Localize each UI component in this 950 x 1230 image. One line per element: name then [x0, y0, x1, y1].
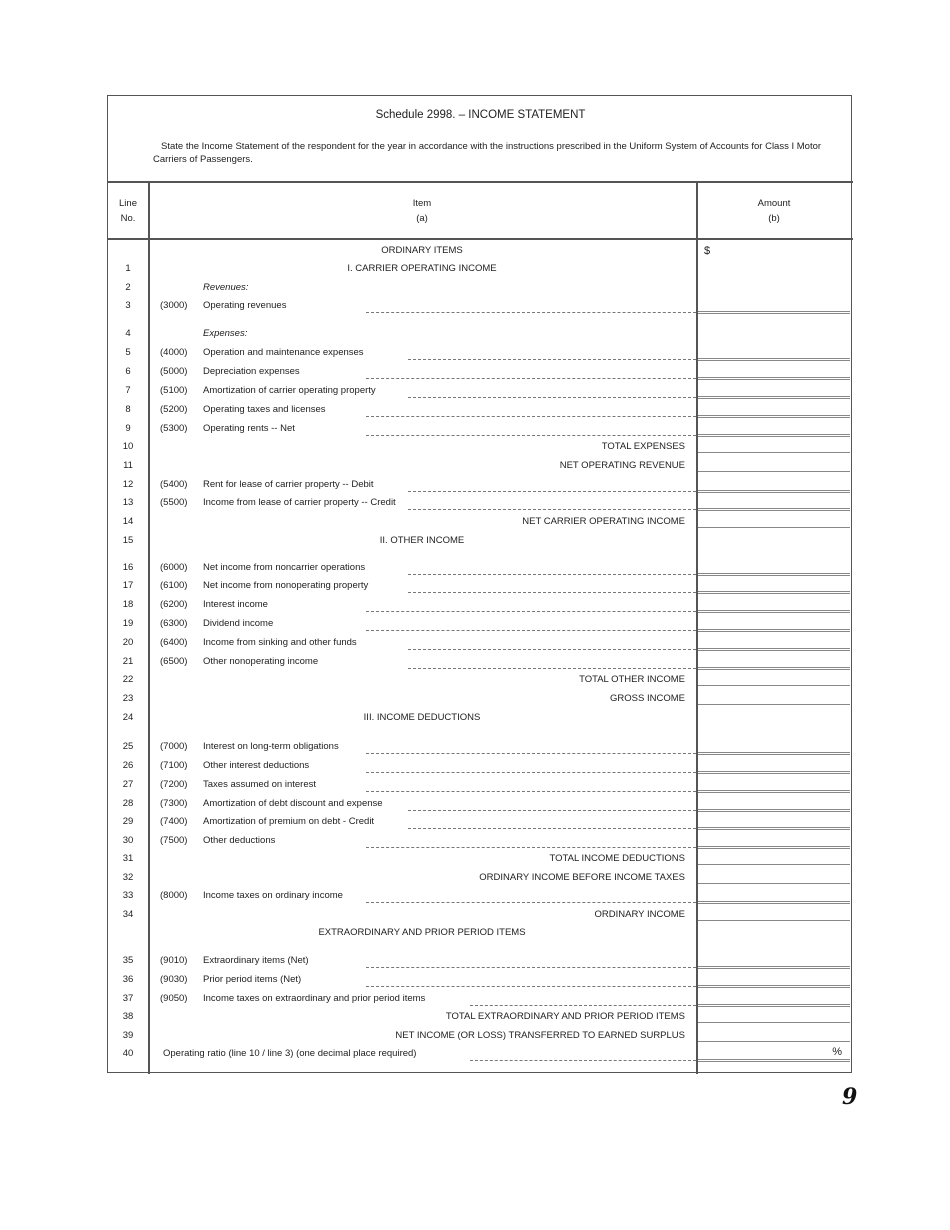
leader-dots	[366, 312, 696, 313]
line-number: 32	[122, 872, 134, 883]
item-label: Income taxes on extraordinary and prior period items	[203, 993, 426, 1004]
item-label: Amortization of carrier operating property	[203, 385, 376, 396]
account-code: (5100)	[160, 385, 188, 396]
statement-row-16	[108, 559, 853, 577]
leader-dots	[408, 491, 696, 492]
statement-row-22	[108, 671, 853, 689]
line-number: 2	[125, 282, 131, 293]
currency-symbol: $	[704, 245, 711, 257]
amount-col-label: (b)	[768, 213, 780, 224]
item-label: Interest on long-term obligations	[203, 741, 339, 752]
statement-row-26	[108, 757, 853, 775]
amount-field-line-21[interactable]	[698, 667, 850, 670]
account-code: (5500)	[160, 497, 188, 508]
item-label: Operating revenues	[203, 300, 287, 311]
amount-field-line-22[interactable]	[698, 685, 850, 686]
statement-row-36	[108, 971, 853, 989]
leader-dots	[366, 435, 696, 436]
account-code: (7500)	[160, 835, 188, 846]
line-number: 40	[122, 1048, 134, 1059]
statement-row-10	[108, 438, 853, 456]
statement-row-1	[108, 260, 853, 278]
total-label: ORDINARY INCOME	[594, 909, 685, 920]
line-number: 35	[122, 955, 134, 966]
item-label: Depreciation expenses	[203, 366, 300, 377]
line-number: 4	[125, 328, 131, 339]
amount-field-line-30[interactable]	[698, 846, 850, 849]
total-label: TOTAL INCOME DEDUCTIONS	[549, 853, 685, 864]
amount-field-line-26[interactable]	[698, 771, 850, 774]
statement-row-8	[108, 401, 853, 419]
item-label: Expenses:	[203, 328, 248, 339]
statement-row-9	[108, 420, 853, 438]
item-header	[148, 196, 696, 226]
statement-row-4	[108, 325, 853, 343]
leader-dots	[366, 791, 696, 792]
account-code: (7000)	[160, 741, 188, 752]
line-number: 33	[122, 890, 134, 901]
amount-field-line-20[interactable]	[698, 648, 850, 651]
ordinary-items-heading: ORDINARY ITEMS	[381, 245, 463, 256]
line-number: 26	[122, 760, 134, 771]
statement-row-3	[108, 297, 853, 315]
statement-row-33	[108, 887, 853, 905]
account-code: (6200)	[160, 599, 188, 610]
amount-field-line-14[interactable]	[698, 527, 850, 528]
total-label: NET OPERATING REVENUE	[559, 460, 685, 471]
header-top-rule	[108, 181, 853, 183]
leader-dots	[366, 378, 696, 379]
item-label: Extraordinary items (Net)	[203, 955, 309, 966]
total-label: TOTAL EXTRAORDINARY AND PRIOR PERIOD ITEMS	[445, 1011, 685, 1022]
statement-row-19	[108, 615, 853, 633]
amount-header	[698, 196, 850, 226]
statement-row-35	[108, 952, 853, 970]
amount-field-line-39[interactable]	[698, 1041, 850, 1042]
item-label: Income from sinking and other funds	[203, 637, 357, 648]
statement-row-17	[108, 577, 853, 595]
account-code: (7100)	[160, 760, 188, 771]
item-label: Revenues:	[203, 282, 249, 293]
total-label: NET CARRIER OPERATING INCOME	[522, 516, 685, 527]
instructions-text: State the Income Statement of the respondent for the year in accordance with the instructions prescribed in the Uniform System of Accounts for Class I Motor Carriers of Passengers.	[153, 141, 822, 165]
item-label: Taxes assumed on interest	[203, 779, 317, 790]
item-label: Net income from noncarrier operations	[203, 562, 366, 573]
line-number: 36	[122, 974, 134, 985]
amount-field-line-28[interactable]	[698, 809, 850, 812]
leader-dots	[470, 1005, 696, 1006]
line-number: 30	[122, 835, 134, 846]
leader-dots	[366, 611, 696, 612]
leader-dots	[408, 592, 696, 593]
line-number: 21	[122, 656, 134, 667]
total-label: TOTAL EXPENSES	[601, 441, 685, 452]
amount-field-line-27[interactable]	[698, 790, 850, 793]
amount-field-line-11[interactable]	[698, 471, 850, 472]
amount-field-line-6[interactable]	[698, 377, 850, 380]
leader-dots	[408, 397, 696, 398]
statement-row-23	[108, 690, 853, 708]
statement-row-27	[108, 776, 853, 794]
line-number: 15	[122, 535, 134, 546]
amount-field-line-35[interactable]	[698, 966, 850, 969]
section-heading: III. INCOME DEDUCTIONS	[363, 712, 481, 723]
account-code: (6400)	[160, 637, 188, 648]
income-statement-form	[107, 95, 852, 1073]
amount-field-line-12[interactable]	[698, 490, 850, 493]
amount-field-line-23[interactable]	[698, 704, 850, 705]
account-code: (6000)	[160, 562, 188, 573]
leader-dots	[408, 359, 696, 360]
amount-field-line-25[interactable]	[698, 752, 850, 755]
item-label: Prior period items (Net)	[203, 974, 302, 985]
amount-field-line-5[interactable]	[698, 358, 850, 361]
statement-row-2	[108, 279, 853, 297]
line-number: 13	[122, 497, 134, 508]
percent-symbol: %	[832, 1046, 842, 1058]
statement-row-32	[108, 869, 853, 887]
line-number: 6	[125, 366, 131, 377]
account-code: (9050)	[160, 993, 188, 1004]
line-number: 5	[125, 347, 131, 358]
amount-field-line-33[interactable]	[698, 901, 850, 904]
amount-field-line-31[interactable]	[698, 864, 850, 865]
total-label: TOTAL OTHER INCOME	[579, 674, 685, 685]
amount-field-line-32[interactable]	[698, 883, 850, 884]
ordinary-items-row	[108, 242, 853, 260]
line-number: 37	[122, 993, 134, 1004]
line-number: 14	[122, 516, 134, 527]
leader-dots	[366, 967, 696, 968]
line-label: Line	[119, 198, 137, 209]
leader-dots	[366, 902, 696, 903]
amount-field-line-19[interactable]	[698, 629, 850, 632]
item-label: Other deductions	[203, 835, 276, 846]
item-label: Income from lease of carrier property -- Credit	[203, 497, 396, 508]
account-code: (4000)	[160, 347, 188, 358]
leader-dots	[470, 1060, 696, 1061]
no-label: No.	[120, 213, 136, 224]
item-label: Operating rents -- Net	[203, 423, 295, 434]
item-label: Item	[412, 198, 432, 209]
statement-row-7	[108, 382, 853, 400]
statement-row-section-34	[108, 924, 853, 942]
amount-field-line-8[interactable]	[698, 415, 850, 418]
statement-row-34	[108, 906, 853, 924]
line-number: 10	[122, 441, 134, 452]
section-heading: I. CARRIER OPERATING INCOME	[347, 263, 497, 274]
line-number: 18	[122, 599, 134, 610]
statement-row-20	[108, 634, 853, 652]
item-label: Operating taxes and licenses	[203, 404, 326, 415]
statement-row-11	[108, 457, 853, 475]
line-number: 27	[122, 779, 134, 790]
item-label: Amortization of premium on debt - Credit	[203, 816, 375, 827]
amount-field-line-3[interactable]	[698, 311, 850, 314]
amount-field-line-37[interactable]	[698, 1004, 850, 1007]
line-number: 39	[122, 1030, 134, 1041]
amount-field-line-13[interactable]	[698, 508, 850, 511]
item-label: Other nonoperating income	[203, 656, 319, 667]
section-heading: II. OTHER INCOME	[379, 535, 465, 546]
statement-row-40	[108, 1045, 853, 1063]
item-label: Dividend income	[203, 618, 274, 629]
leader-dots	[408, 828, 696, 829]
leader-dots	[366, 772, 696, 773]
line-number: 3	[125, 300, 131, 311]
amount-label: Amount	[757, 198, 791, 209]
line-number: 23	[122, 693, 134, 704]
leader-dots	[408, 810, 696, 811]
account-code: (7400)	[160, 816, 188, 827]
line-number: 1	[125, 263, 131, 274]
line-number: 11	[123, 460, 133, 471]
item-label: Operation and maintenance expenses	[203, 347, 364, 358]
item-label: Operating ratio (line 10 / line 3) (one decimal place required)	[163, 1048, 417, 1059]
item-label: Other interest deductions	[203, 760, 310, 771]
statement-row-12	[108, 476, 853, 494]
leader-dots	[408, 649, 696, 650]
total-label: ORDINARY INCOME BEFORE INCOME TAXES	[479, 872, 685, 883]
line-number: 28	[122, 798, 134, 809]
statement-row-25	[108, 738, 853, 756]
statement-row-28	[108, 795, 853, 813]
statement-row-39	[108, 1027, 853, 1045]
statement-row-18	[108, 596, 853, 614]
amount-field-line-40[interactable]	[698, 1046, 850, 1062]
amount-field-line-34[interactable]	[698, 920, 850, 921]
amount-field-line-16[interactable]	[698, 573, 850, 576]
leader-dots	[366, 847, 696, 848]
line-number: 12	[122, 479, 134, 490]
statement-row-6	[108, 363, 853, 381]
account-code: (6300)	[160, 618, 188, 629]
account-code: (7300)	[160, 798, 188, 809]
leader-dots	[366, 416, 696, 417]
statement-row-15	[108, 532, 853, 550]
leader-dots	[366, 986, 696, 987]
account-code: (3000)	[160, 300, 188, 311]
statement-row-14	[108, 513, 853, 531]
account-code: (9010)	[160, 955, 188, 966]
total-label: GROSS INCOME	[610, 693, 685, 704]
statement-row-31	[108, 850, 853, 868]
line-number: 19	[122, 618, 134, 629]
line-number: 34	[122, 909, 134, 920]
amount-field-line-17[interactable]	[698, 591, 850, 594]
line-number: 24	[122, 712, 134, 723]
account-code: (5300)	[160, 423, 188, 434]
statement-row-24	[108, 709, 853, 727]
line-number: 7	[125, 385, 131, 396]
account-code: (5000)	[160, 366, 188, 377]
leader-dots	[366, 630, 696, 631]
statement-row-30	[108, 832, 853, 850]
amount-field-line-18[interactable]	[698, 610, 850, 613]
line-number: 8	[125, 404, 131, 415]
account-code: (6100)	[160, 580, 188, 591]
statement-row-38	[108, 1008, 853, 1026]
statement-row-13	[108, 494, 853, 512]
leader-dots	[366, 753, 696, 754]
amount-field-line-29[interactable]	[698, 827, 850, 830]
line-number: 29	[122, 816, 134, 827]
schedule-title: Schedule 2998. – INCOME STATEMENT	[375, 109, 586, 121]
amount-field-line-7[interactable]	[698, 396, 850, 399]
line-number: 31	[122, 853, 134, 864]
leader-dots	[408, 509, 696, 510]
line-number: 16	[122, 562, 134, 573]
amount-field-line-10[interactable]	[698, 452, 850, 453]
item-col-label: (a)	[416, 213, 428, 224]
account-code: (6500)	[160, 656, 188, 667]
account-code: (5200)	[160, 404, 188, 415]
item-label: Net income from nonoperating property	[203, 580, 369, 591]
account-code: (7200)	[160, 779, 188, 790]
line-number: 25	[122, 741, 134, 752]
leader-dots	[408, 668, 696, 669]
account-code: (5400)	[160, 479, 188, 490]
line-number: 22	[122, 674, 134, 685]
account-code: (8000)	[160, 890, 188, 901]
line-no-header	[108, 196, 148, 226]
statement-row-5	[108, 344, 853, 362]
amount-field-line-38[interactable]	[698, 1022, 850, 1023]
leader-dots	[408, 574, 696, 575]
line-number: 38	[122, 1011, 134, 1022]
item-label: Rent for lease of carrier property -- Debit	[203, 479, 374, 490]
page-number-mark: 9	[842, 1084, 858, 1110]
statement-row-29	[108, 813, 853, 831]
item-label: Income taxes on ordinary income	[203, 890, 343, 901]
amount-field-line-36[interactable]	[698, 985, 850, 988]
statement-row-21	[108, 653, 853, 671]
account-code: (9030)	[160, 974, 188, 985]
statement-row-37	[108, 990, 853, 1008]
line-number: 17	[122, 580, 134, 591]
header-bottom-rule	[108, 238, 853, 240]
total-label: NET INCOME (OR LOSS) TRANSFERRED TO EARNED SURPLUS	[395, 1030, 685, 1041]
item-label: Interest income	[203, 599, 268, 610]
amount-field-line-9[interactable]	[698, 434, 850, 437]
item-label: Amortization of debt discount and expense	[203, 798, 383, 809]
line-number: 20	[122, 637, 134, 648]
section-heading: EXTRAORDINARY AND PRIOR PERIOD ITEMS	[318, 927, 526, 938]
line-number: 9	[125, 423, 131, 434]
